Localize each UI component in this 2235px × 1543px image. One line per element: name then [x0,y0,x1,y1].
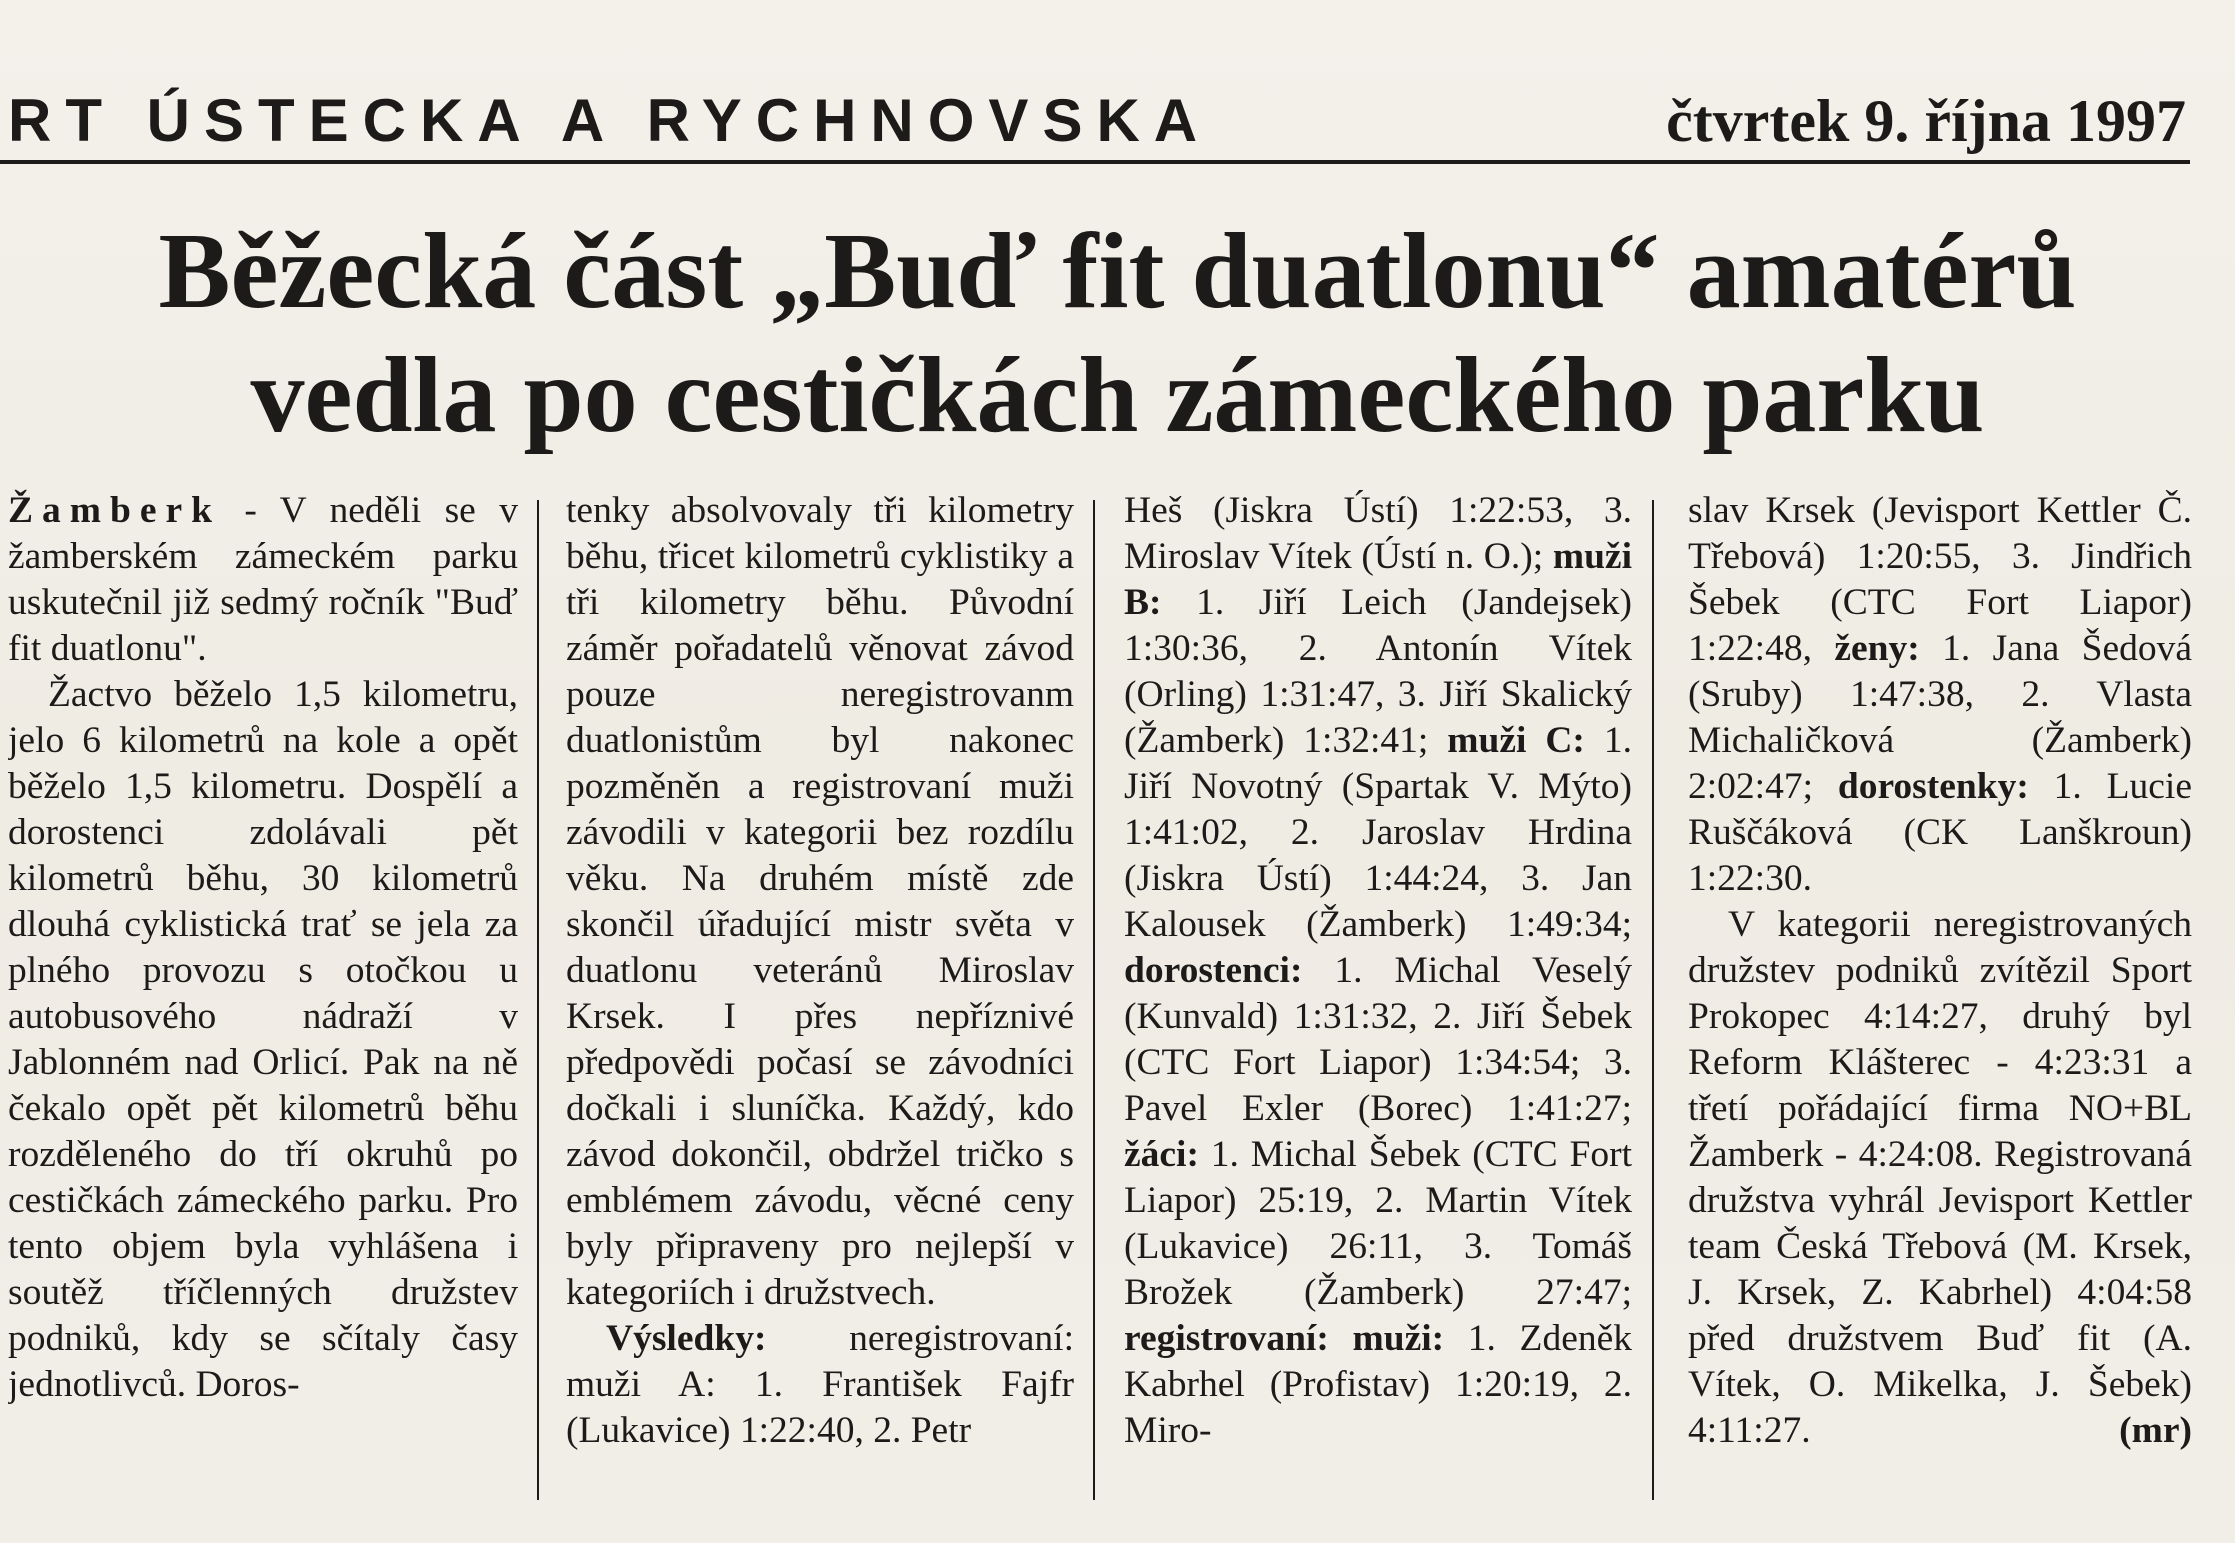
column-divider [537,500,539,1500]
paragraph [566,1316,1074,1454]
category-label: muži C: [1447,720,1585,761]
column-divider [1652,500,1654,1500]
results-text: 1. Lucie Ruščáková (CK Lanškroun) 1:22:30. [1688,766,2192,899]
dateline: Žamberk [8,490,221,531]
paragraph: Žactvo běželo 1,5 kilometru, jelo 6 kilometrů na kole a opět běželo 1,5 kilometru. Dospělí a dorostenci zdolávali pět kilometrů běhu, 30 kilometrů dlouhá cyklistická trať se jela za plného provozu s otočkou u autobusového nádraží v Jablonném nad Orlicí. Pak na ně čekalo opět pět kilometrů běhu rozděleného do tří okruhů po cestičkách zámeckého parku. Pro tento objem byla vyhlášena i soutěž tříčlenných družstev podniků, kdy se sčítaly časy jednotlivců. Doros- [8,674,518,1405]
results-paragraph [1688,488,2192,902]
results-paragraph [1124,488,1632,1454]
results-text: Heš (Jiskra Ústí) 1:22:53, 3. Miroslav Vítek (Ústí n. O.); [1124,490,1632,577]
category-label: dorostenky: [1837,766,2029,807]
results-text: 1. Zdeněk Kabrhel (Profistav) 1:20:19, 2. Miro- [1124,1318,1632,1451]
section-title: RT ÚSTECKA A RYCHNOVSKA [8,87,1212,154]
results-text: slav Krsek (Jevisport Kettler Č. Třebová) 1:20:55, 3. Jindřich Šebek (CTC Fort Liapor) 1:22:48, [1688,490,2192,669]
paragraph: tenky absolvovaly tři kilometry běhu, třicet kilometrů cyklistiky a tři kilometry běhu. Původní záměr pořadatelů věnovat závod pouze neregistrovanm duatlonistům byl nakonec pozměněn a registrovaní muži závodili v kategorii bez rozdílu věku. Na druhém místě zde skončil úřadující mistr světa v duatlonu veteránů Miroslav Krsek. I přes nepříznivé předpovědi počasí se závodníci dočkali i sluníčka. Každý, kdo závod dokončil, obdržel tričko s emblémem závodu, věcné ceny byly připraveny pro nejlepší v kategoriích i družstvech. [566,490,1074,1313]
category-label: ženy: [1834,628,1920,669]
issue-date: čtvrtek 9. října 1997 [1666,88,2186,154]
article-column-3 [1124,488,1632,1508]
article-column-1 [8,488,518,1508]
category-label: žáci: [1124,1134,1199,1175]
headline-line-2: vedla po cestičkách zámeckého parku [250,336,1985,455]
category-label: registrovaní: muži: [1124,1318,1445,1359]
category-label: muži B: [1124,536,1632,623]
paragraph-text: - V neděli se v žamberském zámeckém parku uskutečnil již sedmý ročník "Buď fit duatlonu". [8,490,518,669]
results-label: Výsledky: [606,1318,767,1359]
category-label: dorostenci: [1124,950,1303,991]
article-column-4 [1688,488,2192,1508]
masthead-rule [0,160,2190,164]
headline-line-1: Běžecká část „Buď fit duatlonu“ amatérů [158,212,2077,331]
results-text: 1. Jana Šedová (Sruby) 1:47:38, 2. Vlasta Michaličková (Žamberk) 2:02:47; [1688,628,2192,807]
masthead [8,80,2186,162]
results-text: 1. Michal Šebek (CTC Fort Liapor) 25:19, 2. Martin Vítek (Lukavice) 26:11, 3. Tomáš Brožek (Žamberk) 27:47; [1124,1134,1632,1313]
results-text: 1. Jiří Novotný (Spartak V. Mýto) 1:41:02, 2. Jaroslav Hrdina (Jiskra Ústí) 1:44:24, 3. Jan Kalousek (Žamberk) 1:49:34; [1124,720,1632,945]
results-text: 1. Michal Veselý (Kunvald) 1:31:32, 2. Jiří Šebek (CTC Fort Liapor) 1:34:54; 3. Pavel Exler (Borec) 1:41:27; [1124,950,1632,1129]
paragraph-text: neregistrovaní: muži A: 1. František Fajfr (Lukavice) 1:22:40, 2. Petr [566,1318,1074,1451]
column-divider [1093,500,1095,1500]
article-column-2 [566,488,1074,1508]
author-initials: (mr) [2119,1410,2192,1451]
results-text: 1. Jiří Leich (Jandejsek) 1:30:36, 2. Antonín Vítek (Orling) 1:31:47, 3. Jiří Skalický (Žamberk) 1:32:41; [1124,582,1632,761]
paragraph-text: V kategorii neregistrovaných družstev podniků zvítězil Sport Prokopec 4:14:27, druhý byl Reform Klášterec - 4:23:31 a třetí pořádající firma NO+BL Žamberk - 4:24:08. Registrovaná družstva vyhrál Jevisport Kettler team Česká Třebová (M. Krsek, J. Krsek, Z. Kabrhel) 4:04:58 před družstvem Buď fit (A. Vítek, O. Mikelka, J. Šebek) 4:11:27. [1688,904,2192,1451]
headline [0,210,2235,458]
paragraph [8,488,518,672]
paragraph [1688,902,2192,1454]
